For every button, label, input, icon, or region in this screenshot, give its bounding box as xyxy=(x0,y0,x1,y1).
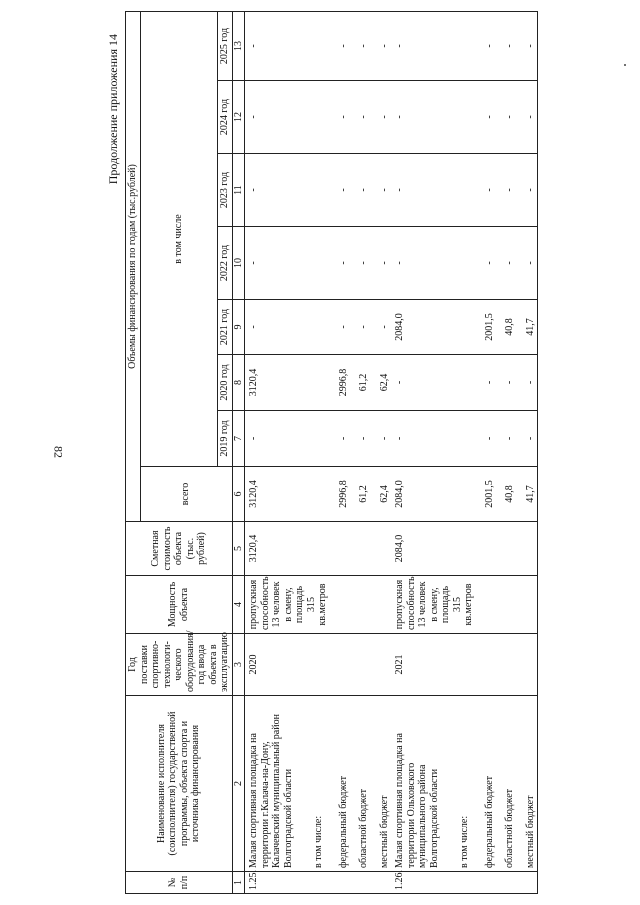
object-name: Малая спортивная площадка на территории Ольховского муниципального района Волгоградской области xyxy=(391,696,451,872)
total-value: 2996,8 xyxy=(330,467,351,522)
y2022-value: - xyxy=(371,227,392,300)
header-year: Год поставки спортивно-технологи-ческого оборудования/ год ввода объекта в эксплуатацию xyxy=(126,634,233,696)
y2022-value: - xyxy=(517,227,538,300)
y2019-value: - xyxy=(245,411,305,467)
y2019-value: - xyxy=(330,411,351,467)
total-value: 40,8 xyxy=(496,467,517,522)
y2024-value: - xyxy=(330,81,351,154)
y2025-value: - xyxy=(476,12,497,81)
header-total: всего xyxy=(140,467,232,522)
y2023-value: - xyxy=(496,154,517,227)
header-incl: в том числе xyxy=(140,12,218,467)
y2021-value: - xyxy=(350,300,371,355)
y2024-value: - xyxy=(517,81,538,154)
source-name: федеральный бюджет xyxy=(476,696,497,872)
y2024-value: - xyxy=(391,81,451,154)
header-funding-title: Объемы финансирования по годам (тыс.рублей) xyxy=(126,12,141,522)
col-number: 12 xyxy=(232,81,245,154)
column-numbers-row xyxy=(232,12,245,894)
header-capacity: Мощность объекта xyxy=(126,576,233,634)
col-number: 3 xyxy=(232,634,245,696)
object-capacity: пропускная способность 13 человек в смену, площадь 315 кв.метров xyxy=(391,576,476,634)
header-num: № п/п xyxy=(126,872,233,894)
total-value: 2001,5 xyxy=(476,467,497,522)
total-value: 41,7 xyxy=(517,467,538,522)
header-year-2020: 2020 год xyxy=(218,355,233,411)
y2022-value: - xyxy=(330,227,351,300)
y2021-value: 40,8 xyxy=(496,300,517,355)
source-name: федеральный бюджет xyxy=(330,696,351,872)
y2019-value: - xyxy=(371,411,392,467)
col-number: 13 xyxy=(232,12,245,81)
table-row xyxy=(451,12,476,894)
y2025-value: - xyxy=(330,12,351,81)
y2020-value: 61,2 xyxy=(350,355,371,411)
y2025-value: - xyxy=(350,12,371,81)
y2023-value: - xyxy=(476,154,497,227)
y2021-value: 41,7 xyxy=(517,300,538,355)
header-cost: Сметная стоимость объекта (тыс. рублей) xyxy=(126,522,233,576)
col-number: 8 xyxy=(232,355,245,411)
y2021-value: 2001,5 xyxy=(476,300,497,355)
header-year-2021: 2021 год xyxy=(218,300,233,355)
y2022-value: - xyxy=(391,227,451,300)
y2019-value: - xyxy=(391,411,451,467)
y2019-value: - xyxy=(350,411,371,467)
y2020-value: - xyxy=(391,355,451,411)
y2023-value: - xyxy=(245,154,305,227)
header-year-2022: 2022 год xyxy=(218,227,233,300)
table-row xyxy=(245,12,305,894)
y2021-value: - xyxy=(245,300,305,355)
header-year-2025: 2025 год xyxy=(218,12,233,81)
total-value: 61,2 xyxy=(350,467,371,522)
y2024-value: - xyxy=(371,81,392,154)
source-name: местный бюджет xyxy=(371,696,392,872)
col-number: 1 xyxy=(232,872,245,894)
y2020-value: 62,4 xyxy=(371,355,392,411)
table-row xyxy=(517,12,538,894)
object-year: 2020 xyxy=(245,634,305,696)
y2020-value: - xyxy=(476,355,497,411)
source-name: местный бюджет xyxy=(517,696,538,872)
source-name: областной бюджет xyxy=(350,696,371,872)
table-row xyxy=(476,12,497,894)
funding-table xyxy=(125,11,538,894)
y2023-value: - xyxy=(517,154,538,227)
y2024-value: - xyxy=(496,81,517,154)
y2020-value: - xyxy=(517,355,538,411)
page-number: 82 xyxy=(51,446,66,458)
y2019-value: - xyxy=(496,411,517,467)
table-row xyxy=(350,12,371,894)
y2025-value: - xyxy=(517,12,538,81)
col-number: 7 xyxy=(232,411,245,467)
y2021-value: 2084,0 xyxy=(391,300,451,355)
table-row xyxy=(330,12,351,894)
col-number: 4 xyxy=(232,576,245,634)
table-row xyxy=(305,12,330,894)
source-name: областной бюджет xyxy=(496,696,517,872)
y2019-value: - xyxy=(517,411,538,467)
y2023-value: - xyxy=(330,154,351,227)
object-cost: 3120,4 xyxy=(245,522,305,576)
y2022-value: - xyxy=(245,227,305,300)
rotated-page-content xyxy=(106,12,624,894)
col-number: 2 xyxy=(232,696,245,872)
object-capacity: пропускная способность 13 человек в смену, площадь 315 кв.метров xyxy=(245,576,330,634)
y2024-value: - xyxy=(476,81,497,154)
y2025-value: - xyxy=(371,12,392,81)
table-row xyxy=(496,12,517,894)
col-number: 10 xyxy=(232,227,245,300)
col-number: 6 xyxy=(232,467,245,522)
y2025-value: - xyxy=(391,12,451,81)
header-year-2024: 2024 год xyxy=(218,81,233,154)
row-num: 1.25. xyxy=(245,872,305,894)
y2024-value: - xyxy=(245,81,305,154)
y2020-value: 2996,8 xyxy=(330,355,351,411)
object-name: Малая спортивная площадка на территории г.Калача-на-Дону, Калачевский муниципальный район Волгоградской области xyxy=(245,696,305,872)
y2020-value: 3120,4 xyxy=(245,355,305,411)
y2025-value: - xyxy=(245,12,305,81)
total-value: 62,4 xyxy=(371,467,392,522)
y2020-value: - xyxy=(496,355,517,411)
total-value: 2084,0 xyxy=(391,467,451,522)
scan-speck xyxy=(624,64,626,66)
col-number: 9 xyxy=(232,300,245,355)
y2021-value: - xyxy=(371,300,392,355)
row-num: 1.26. xyxy=(391,872,451,894)
object-year: 2021 xyxy=(391,634,451,696)
y2024-value: - xyxy=(350,81,371,154)
y2021-value: - xyxy=(330,300,351,355)
object-cost: 2084,0 xyxy=(391,522,451,576)
continuation-title: Продолжение приложения 14 xyxy=(106,34,120,185)
table-row xyxy=(391,12,451,894)
header-year-2019: 2019 год xyxy=(218,411,233,467)
table-row xyxy=(371,12,392,894)
y2022-value: - xyxy=(350,227,371,300)
y2023-value: - xyxy=(371,154,392,227)
header-year-2023: 2023 год xyxy=(218,154,233,227)
total-value: 3120,4 xyxy=(245,467,305,522)
y2023-value: - xyxy=(391,154,451,227)
y2022-value: - xyxy=(496,227,517,300)
header-name: Наименование исполнителя (соисполнителя) государственной программы, объекта спорта и источника финансирования xyxy=(126,696,233,872)
col-number: 5 xyxy=(232,522,245,576)
y2019-value: - xyxy=(476,411,497,467)
incl-label: в том числе: xyxy=(451,696,476,872)
y2025-value: - xyxy=(496,12,517,81)
incl-label: в том числе: xyxy=(305,696,330,872)
y2022-value: - xyxy=(476,227,497,300)
col-number: 11 xyxy=(232,154,245,227)
y2023-value: - xyxy=(350,154,371,227)
